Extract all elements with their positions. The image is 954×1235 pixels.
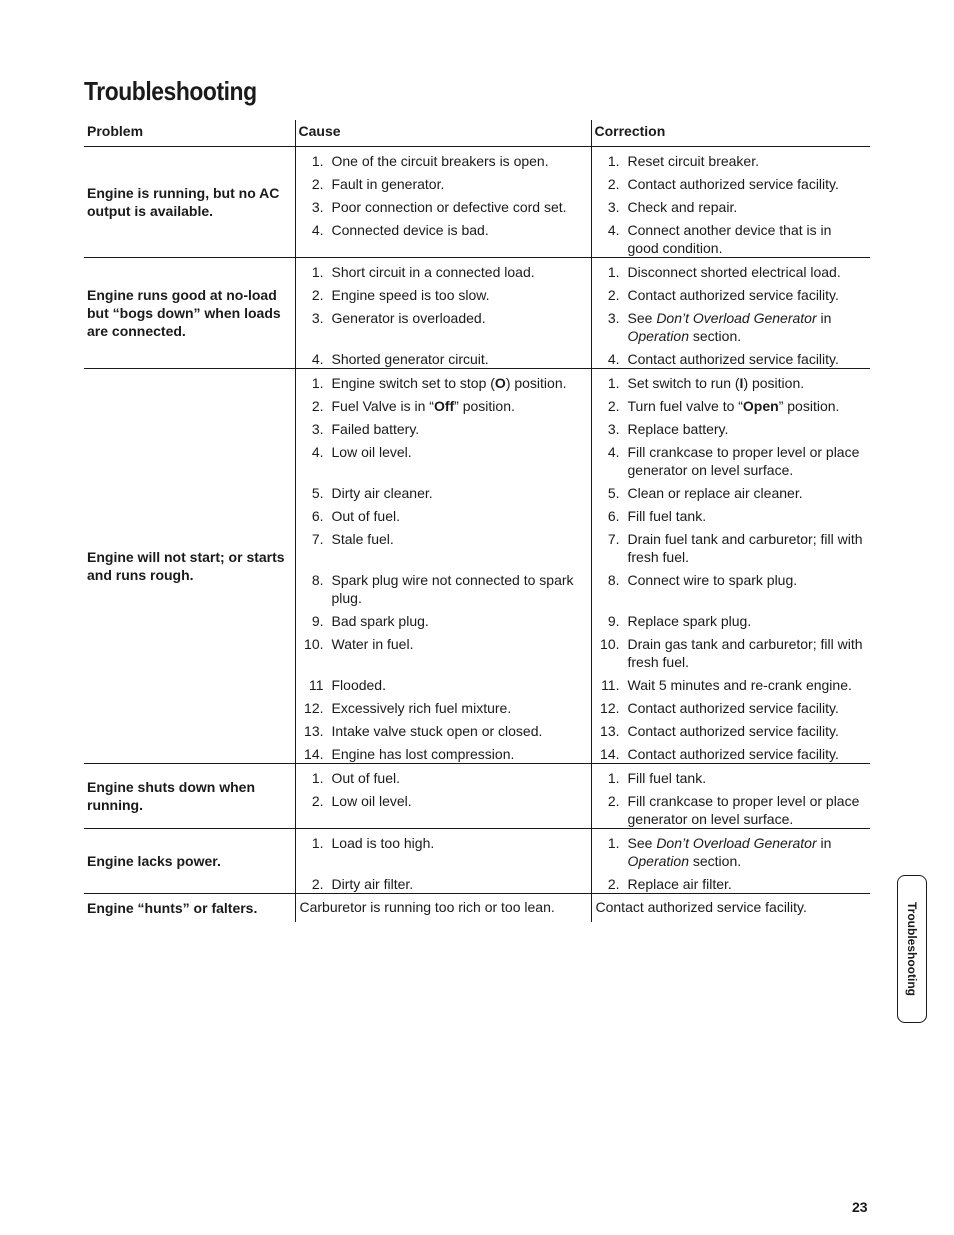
problem-row bbox=[84, 829, 870, 894]
correction-text: Connect wire to spark plug. bbox=[627, 572, 798, 588]
correction-text bbox=[628, 834, 871, 870]
cause-cell bbox=[295, 258, 591, 369]
correction-list bbox=[592, 147, 871, 257]
correction-item bbox=[592, 694, 871, 717]
correction-text: Contact authorized service facility. bbox=[627, 723, 839, 739]
item-number: 1. bbox=[607, 770, 620, 786]
cause-text: Low oil level. bbox=[331, 793, 412, 809]
correction-item bbox=[592, 607, 871, 630]
cause-item bbox=[296, 740, 591, 763]
cause-list bbox=[296, 258, 591, 368]
problem-row bbox=[84, 894, 870, 923]
correction-item bbox=[592, 281, 871, 304]
correction-text: Drain fuel tank and carburetor; fill with fresh fuel. bbox=[627, 531, 863, 565]
problem-cell: Engine shuts down when running. bbox=[87, 779, 255, 813]
item-number: 2. bbox=[607, 287, 620, 303]
item-number: 4. bbox=[311, 444, 324, 460]
item-number: 3. bbox=[607, 199, 620, 215]
cause-text: Connected device is bad. bbox=[331, 222, 489, 238]
cause-text: Stale fuel. bbox=[331, 531, 394, 547]
item-number: 3. bbox=[607, 310, 620, 326]
item-number: 11. bbox=[601, 677, 620, 693]
item-number: 14. bbox=[304, 746, 324, 762]
emphasis-text: Off bbox=[433, 398, 455, 414]
item-number: 8. bbox=[311, 572, 324, 588]
correction-item bbox=[592, 258, 871, 281]
item-number: 11 bbox=[308, 677, 324, 693]
item-number: 2. bbox=[607, 176, 620, 192]
header-problem: Problem bbox=[87, 123, 144, 139]
cause-text: Excessively rich fuel mixture. bbox=[331, 700, 512, 716]
table-header-row bbox=[84, 120, 870, 147]
correction-item bbox=[592, 479, 871, 502]
item-number: 2. bbox=[607, 398, 620, 414]
item-number: 13. bbox=[600, 723, 620, 739]
item-number: 10. bbox=[304, 636, 324, 652]
cause-text: Engine speed is too slow. bbox=[331, 287, 490, 303]
emphasis-text: Operation bbox=[627, 328, 689, 344]
text-segment: in bbox=[816, 310, 832, 326]
problem-cell: Engine will not start; or starts and runs rough. bbox=[87, 549, 285, 583]
correction-item bbox=[592, 392, 871, 415]
correction-cell bbox=[591, 258, 870, 369]
item-number: 1. bbox=[311, 264, 324, 280]
correction-text bbox=[628, 309, 871, 345]
correction-cell bbox=[591, 829, 870, 894]
cause-item bbox=[296, 630, 591, 671]
correction-list bbox=[592, 258, 871, 368]
correction-item bbox=[592, 345, 871, 368]
correction-cell bbox=[591, 894, 870, 923]
cause-text: Flooded. bbox=[331, 677, 386, 693]
item-number: 2. bbox=[311, 876, 324, 892]
cause-cell bbox=[295, 764, 591, 829]
problem-cell: Engine is running, but no AC output is available. bbox=[87, 185, 280, 219]
correction-text: Fill fuel tank. bbox=[627, 508, 707, 524]
item-number: 14. bbox=[600, 746, 620, 762]
cause-item bbox=[296, 170, 591, 193]
cause-list bbox=[296, 829, 591, 893]
item-number: 4. bbox=[607, 444, 620, 460]
cause-item bbox=[296, 566, 591, 607]
correction-item bbox=[592, 193, 871, 216]
cause-text: Low oil level. bbox=[331, 444, 412, 460]
item-number: 9. bbox=[311, 613, 324, 629]
correction-item bbox=[592, 566, 871, 607]
item-number: 4. bbox=[607, 351, 620, 367]
cause-text: Shorted generator circuit. bbox=[331, 351, 489, 367]
correction-list bbox=[592, 764, 871, 828]
text-segment: See bbox=[627, 835, 657, 851]
cause-text: Engine has lost compression. bbox=[331, 746, 515, 762]
emphasis-text: Don’t Overload Generator bbox=[656, 310, 817, 326]
item-number: 2. bbox=[607, 876, 620, 892]
emphasis-text: Open bbox=[742, 398, 779, 414]
correction-item bbox=[592, 870, 871, 893]
problem-row bbox=[84, 369, 870, 764]
cause-text: Bad spark plug. bbox=[331, 613, 429, 629]
correction-item bbox=[592, 438, 871, 479]
item-number: 1. bbox=[311, 835, 324, 851]
section-side-tab bbox=[897, 875, 927, 1023]
item-number: 2. bbox=[311, 176, 324, 192]
item-number: 2. bbox=[311, 793, 324, 809]
text-segment: in bbox=[816, 835, 832, 851]
item-number: 2. bbox=[311, 398, 324, 414]
correction-cell bbox=[591, 147, 870, 258]
item-number: 5. bbox=[311, 485, 324, 501]
item-number: 1. bbox=[311, 375, 324, 391]
item-number: 13. bbox=[304, 723, 324, 739]
cause-item bbox=[296, 607, 591, 630]
item-number: 6. bbox=[311, 508, 324, 524]
correction-item bbox=[592, 787, 871, 828]
text-segment: See bbox=[627, 310, 657, 326]
text-segment: ) position. bbox=[743, 375, 805, 391]
item-number: 2. bbox=[607, 793, 620, 809]
text-segment: Fuel Valve is in “ bbox=[331, 398, 434, 414]
cause-cell bbox=[295, 369, 591, 764]
correction-text: Fill crankcase to proper level or place generator on level surface. bbox=[627, 793, 860, 827]
cause-item bbox=[296, 479, 591, 502]
correction-item bbox=[592, 369, 871, 392]
item-number: 10. bbox=[600, 636, 620, 652]
page-title: Troubleshooting bbox=[84, 76, 257, 106]
correction-text: Clean or replace air cleaner. bbox=[627, 485, 803, 501]
cause-item bbox=[296, 345, 591, 368]
cause-text: Water in fuel. bbox=[331, 636, 414, 652]
cause-item bbox=[296, 717, 591, 740]
cause-text bbox=[332, 374, 591, 392]
correction-cell bbox=[591, 369, 870, 764]
text-segment: ” position. bbox=[778, 398, 840, 414]
correction-item bbox=[592, 170, 871, 193]
item-number: 3. bbox=[607, 421, 620, 437]
text-segment: section. bbox=[688, 853, 742, 869]
cause-text: Fault in generator. bbox=[331, 176, 445, 192]
cause-item bbox=[296, 764, 591, 787]
cause-item bbox=[296, 438, 591, 479]
correction-text: Wait 5 minutes and re-crank engine. bbox=[627, 677, 852, 693]
cause-list bbox=[296, 369, 591, 763]
cause-text: Load is too high. bbox=[331, 835, 435, 851]
correction-item bbox=[592, 764, 871, 787]
cause-item bbox=[296, 193, 591, 216]
cause-item bbox=[296, 694, 591, 717]
correction-text: Connect another device that is in good condition. bbox=[627, 222, 832, 256]
cause-text: Short circuit in a connected load. bbox=[331, 264, 535, 280]
cause-item bbox=[296, 829, 591, 870]
cause-text: Generator is overloaded. bbox=[331, 310, 486, 326]
correction-text: Contact authorized service facility. bbox=[627, 746, 839, 762]
problem-cell: Engine runs good at no-load but “bogs down” when loads are connected. bbox=[87, 287, 281, 339]
correction-text: Contact authorized service facility. bbox=[627, 351, 839, 367]
text-segment: section. bbox=[688, 328, 742, 344]
correction-item bbox=[592, 671, 871, 694]
correction-item bbox=[592, 502, 871, 525]
cause-item bbox=[296, 392, 591, 415]
problem-row bbox=[84, 147, 870, 258]
item-number: 9. bbox=[607, 613, 620, 629]
item-number: 3. bbox=[311, 199, 324, 215]
correction-text: Fill fuel tank. bbox=[627, 770, 707, 786]
problem-cell: Engine “hunts” or falters. bbox=[87, 900, 258, 916]
side-tab-label: Troubleshooting bbox=[905, 902, 919, 996]
item-number: 7. bbox=[607, 531, 620, 547]
cause-item bbox=[296, 281, 591, 304]
correction-item bbox=[592, 740, 871, 763]
cause-item bbox=[296, 216, 591, 257]
cause-item bbox=[296, 671, 591, 694]
cause-text: Failed battery. bbox=[331, 421, 420, 437]
header-correction: Correction bbox=[591, 120, 870, 147]
cause-item bbox=[296, 525, 591, 566]
item-number: 4. bbox=[607, 222, 620, 238]
correction-item bbox=[592, 525, 871, 566]
correction-text: Reset circuit breaker. bbox=[627, 153, 759, 169]
header-cause: Cause bbox=[295, 120, 591, 147]
correction-cell bbox=[591, 764, 870, 829]
correction-item bbox=[592, 717, 871, 740]
text-segment: ” position. bbox=[454, 398, 515, 414]
problem-cell: Engine lacks power. bbox=[87, 853, 221, 869]
cause-list bbox=[296, 147, 591, 257]
item-number: 1. bbox=[607, 835, 620, 851]
correction-text: Contact authorized service facility. bbox=[627, 176, 839, 192]
cause-item bbox=[296, 304, 591, 345]
item-number: 8. bbox=[607, 572, 620, 588]
item-number: 4. bbox=[311, 351, 324, 367]
item-number: 12. bbox=[600, 700, 620, 716]
item-number: 2. bbox=[311, 287, 324, 303]
cause-cell bbox=[295, 894, 591, 923]
item-number: 3. bbox=[311, 310, 324, 326]
cause-item bbox=[296, 787, 591, 828]
correction-text: Drain gas tank and carburetor; fill with fresh fuel. bbox=[627, 636, 863, 670]
text-segment: Set switch to run ( bbox=[627, 375, 740, 391]
correction-text: Check and repair. bbox=[627, 199, 738, 215]
cause-text: Intake valve stuck open or closed. bbox=[331, 723, 543, 739]
cause-list bbox=[296, 764, 591, 828]
item-number: 1. bbox=[311, 153, 324, 169]
item-number: 12. bbox=[304, 700, 324, 716]
correction-text bbox=[628, 397, 871, 415]
correction-text: Replace battery. bbox=[627, 421, 729, 437]
correction-item bbox=[592, 304, 871, 345]
cause-item bbox=[296, 369, 591, 392]
cause-item bbox=[296, 415, 591, 438]
emphasis-text: I bbox=[739, 375, 744, 391]
cause-text: Out of fuel. bbox=[331, 508, 400, 524]
item-number: 1. bbox=[607, 375, 620, 391]
cause-text: Carburetor is running too rich or too lean. bbox=[299, 899, 555, 915]
correction-list bbox=[592, 829, 871, 893]
correction-item bbox=[592, 415, 871, 438]
item-number: 1. bbox=[607, 264, 620, 280]
correction-text: Contact authorized service facility. bbox=[627, 287, 839, 303]
item-number: 4. bbox=[311, 222, 324, 238]
correction-text: Fill crankcase to proper level or place generator on level surface. bbox=[627, 444, 860, 478]
cause-item bbox=[296, 258, 591, 281]
correction-item bbox=[592, 829, 871, 870]
cause-item bbox=[296, 502, 591, 525]
correction-item bbox=[592, 630, 871, 671]
correction-list bbox=[592, 369, 871, 763]
item-number: 1. bbox=[311, 770, 324, 786]
item-number: 5. bbox=[607, 485, 620, 501]
cause-text: Poor connection or defective cord set. bbox=[331, 199, 567, 215]
correction-text: Replace air filter. bbox=[627, 876, 732, 892]
correction-text: Contact authorized service facility. bbox=[595, 899, 807, 915]
troubleshooting-table bbox=[84, 120, 870, 922]
cause-text: Dirty air filter. bbox=[331, 876, 414, 892]
cause-item bbox=[296, 147, 591, 170]
text-segment: Engine switch set to stop ( bbox=[331, 375, 495, 391]
correction-text: Replace spark plug. bbox=[627, 613, 752, 629]
cause-text: Spark plug wire not connected to spark plug. bbox=[331, 572, 574, 606]
correction-item bbox=[592, 147, 871, 170]
item-number: 7. bbox=[311, 531, 324, 547]
text-segment: ) position. bbox=[505, 375, 567, 391]
correction-text bbox=[628, 374, 871, 392]
cause-text: Out of fuel. bbox=[331, 770, 400, 786]
cause-text bbox=[332, 397, 591, 415]
cause-text: Dirty air cleaner. bbox=[331, 485, 433, 501]
cause-item bbox=[296, 870, 591, 893]
correction-text: Disconnect shorted electrical load. bbox=[627, 264, 841, 280]
text-segment: Turn fuel valve to “ bbox=[627, 398, 743, 414]
problem-row bbox=[84, 258, 870, 369]
correction-text: Contact authorized service facility. bbox=[627, 700, 839, 716]
cause-cell bbox=[295, 147, 591, 258]
emphasis-text: O bbox=[494, 375, 506, 391]
cause-cell bbox=[295, 829, 591, 894]
cause-text: One of the circuit breakers is open. bbox=[331, 153, 549, 169]
item-number: 1. bbox=[607, 153, 620, 169]
item-number: 3. bbox=[311, 421, 324, 437]
correction-item bbox=[592, 216, 871, 257]
problem-row bbox=[84, 764, 870, 829]
page-number: 23 bbox=[852, 1199, 868, 1215]
item-number: 6. bbox=[607, 508, 620, 524]
emphasis-text: Operation bbox=[627, 853, 689, 869]
emphasis-text: Don’t Overload Generator bbox=[656, 835, 817, 851]
